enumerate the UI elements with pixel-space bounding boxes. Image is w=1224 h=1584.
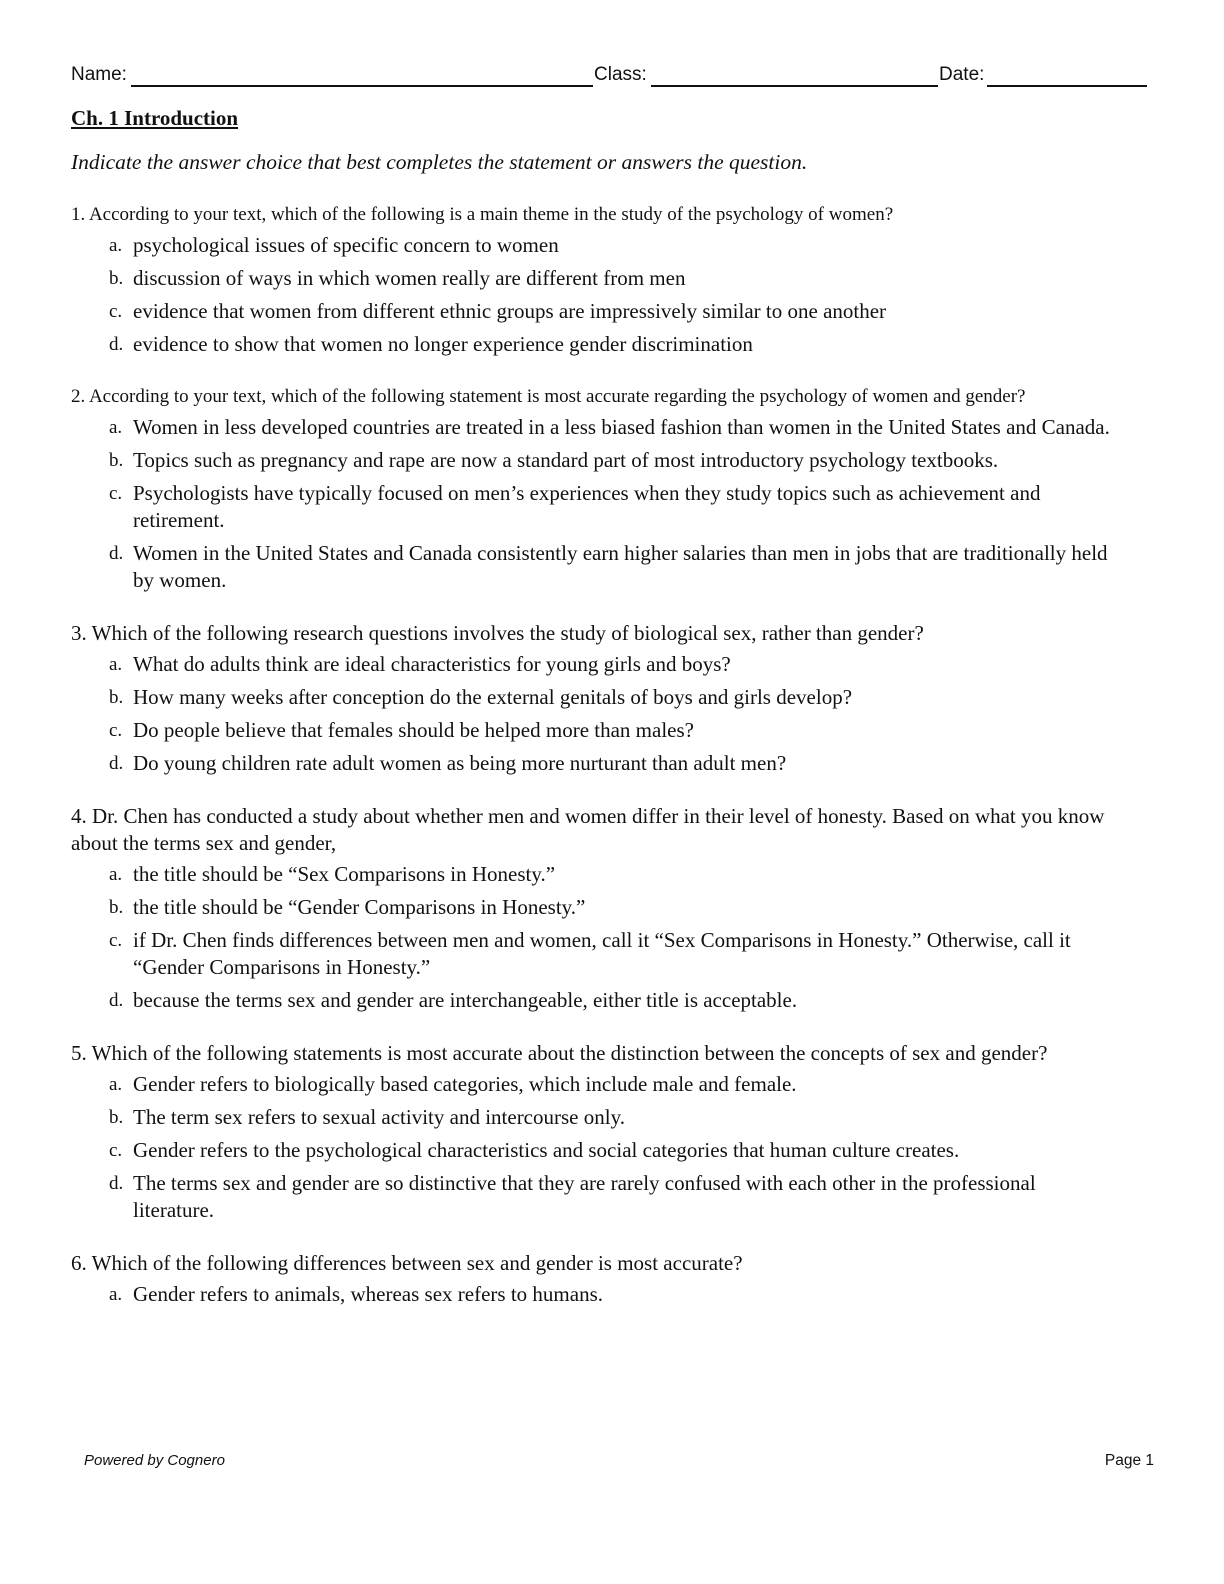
choice-text: Gender refers to the psychological characteristics and social categories that human culture creates. [133, 1138, 960, 1162]
choice-text: Gender refers to biologically based categories, which include male and female. [133, 1072, 797, 1096]
choice-text: because the terms sex and gender are interchangeable, either title is acceptable. [133, 988, 798, 1012]
answer-choice [71, 927, 1111, 981]
answer-choice [71, 894, 1111, 921]
choice-letter: c. [109, 930, 123, 951]
choice-letter: a. [109, 417, 123, 438]
answer-choice [71, 1281, 1111, 1308]
choice-text: How many weeks after conception do the external genitals of boys and girls develop? [133, 685, 853, 709]
choice-letter: b. [109, 687, 124, 708]
date-label: Date: [939, 64, 985, 85]
question-stem: 3. Which of the following research questions involves the study of biological sex, rather than gender? [71, 621, 924, 645]
choice-letter: a. [109, 235, 123, 256]
choice-text: The term sex refers to sexual activity and intercourse only. [133, 1105, 625, 1129]
question-stem: 1. According to your text, which of the following is a main theme in the study of the psychology of women? [71, 204, 894, 225]
question-stem: 6. Which of the following differences between sex and gender is most accurate? [71, 1251, 743, 1275]
page-number: Page 1 [1104, 1452, 1154, 1469]
chapter-title: Ch. 1 Introduction [71, 106, 239, 130]
answer-choice [71, 1137, 1111, 1164]
answer-choice [71, 540, 1111, 594]
choice-letter: d. [109, 334, 124, 355]
answer-choice [71, 717, 1111, 744]
name-label: Name: [71, 64, 127, 85]
choice-letter: c. [109, 1140, 123, 1161]
choice-text: psychological issues of specific concern to women [133, 233, 559, 257]
answer-choice [71, 651, 1111, 678]
answer-choice [71, 1170, 1111, 1224]
choice-letter: a. [109, 864, 123, 885]
choice-letter: d. [109, 753, 124, 774]
choice-text: evidence to show that women no longer experience gender discrimination [133, 332, 753, 356]
question-6 [71, 1250, 1111, 1308]
question-5 [71, 1040, 1111, 1224]
answer-choice [71, 1071, 1111, 1098]
instructions: Indicate the answer choice that best completes the statement or answers the question. [71, 150, 808, 174]
answer-choice [71, 750, 1111, 777]
choice-text: evidence that women from different ethnic groups are impressively similar to one another [133, 299, 887, 323]
choice-text: Topics such as pregnancy and rape are now a standard part of most introductory psychology textbooks. [133, 448, 999, 472]
choice-letter: b. [109, 897, 124, 918]
choice-text: Women in the United States and Canada consistently earn higher salaries than men in jobs that are traditionally held by women. [133, 541, 1108, 592]
choice-text: The terms sex and gender are so distinctive that they are rarely confused with each other in the professional literature. [133, 1171, 1036, 1222]
choice-text: if Dr. Chen finds differences between men and women, call it “Sex Comparisons in Honesty.” Otherwise, call it “Gender Comparisons in Honesty.” [133, 928, 1071, 979]
answer-choice [71, 684, 1111, 711]
answer-choice [71, 987, 1111, 1014]
choice-text: What do adults think are ideal characteristics for young girls and boys? [133, 652, 731, 676]
choice-letter: a. [109, 654, 123, 675]
question-list [71, 202, 1111, 1334]
choice-text: Psychologists have typically focused on men’s experiences when they study topics such as achievement and retirement. [133, 481, 1041, 532]
answer-choice [71, 447, 1111, 474]
choice-letter: c. [109, 720, 123, 741]
question-stem: 5. Which of the following statements is most accurate about the distinction between the concepts of sex and gender? [71, 1041, 1048, 1065]
choice-letter: b. [109, 450, 124, 471]
choice-letter: a. [109, 1074, 123, 1095]
question-stem: 4. Dr. Chen has conducted a study about whether men and women differ in their level of honesty. Based on what you know about the terms sex and gender, [71, 804, 1105, 855]
choice-text: the title should be “Sex Comparisons in Honesty.” [133, 862, 556, 886]
choice-text: Do people believe that females should be helped more than males? [133, 718, 694, 742]
name-blank-line [131, 85, 593, 87]
answer-choice [71, 414, 1111, 441]
answer-choice [71, 861, 1111, 888]
choice-letter: d. [109, 990, 124, 1011]
choice-letter: b. [109, 1107, 124, 1128]
choice-text: Women in less developed countries are treated in a less biased fashion than women in the United States and Canada. [133, 415, 1110, 439]
question-3 [71, 620, 1111, 777]
class-blank-line [651, 85, 938, 87]
answer-choice [71, 265, 1111, 292]
answer-choice [71, 298, 1111, 325]
question-4 [71, 803, 1111, 1014]
powered-by-footer: Powered by Cognero [84, 1452, 225, 1469]
class-label: Class: [594, 64, 647, 85]
student-info-header [71, 64, 1147, 90]
choice-letter: c. [109, 301, 123, 322]
answer-choice [71, 1104, 1111, 1131]
question-2 [71, 384, 1111, 594]
choice-letter: d. [109, 543, 124, 564]
choice-letter: d. [109, 1173, 124, 1194]
choice-text: discussion of ways in which women really are different from men [133, 266, 686, 290]
choice-text: the title should be “Gender Comparisons in Honesty.” [133, 895, 586, 919]
answer-choice [71, 480, 1111, 534]
choice-letter: c. [109, 483, 123, 504]
choice-letter: b. [109, 268, 124, 289]
choice-text: Gender refers to animals, whereas sex refers to humans. [133, 1282, 603, 1306]
answer-choice [71, 331, 1111, 358]
question-stem: 2. According to your text, which of the following statement is most accurate regarding the psychology of women and gender? [71, 386, 1026, 407]
choice-text: Do young children rate adult women as being more nurturant than adult men? [133, 751, 787, 775]
date-blank-line [987, 85, 1147, 87]
choice-letter: a. [109, 1284, 123, 1305]
question-1 [71, 202, 1111, 358]
answer-choice [71, 232, 1111, 259]
